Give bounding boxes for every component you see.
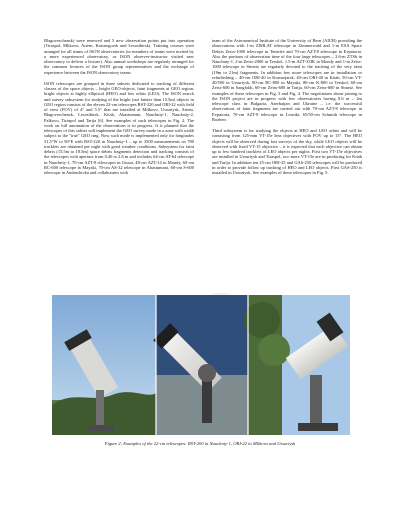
left-paragraph-1: Blagoveschensk) were renewed and 5 new observation points put into operation (Tiraspol, Mlikovo, Artem, Krasnogorsk and Lesosibirsk). Training courses were arranged for all teams of ISON observatories (or members of teams were invited by a more experienced observatory, or ISON observer-instructor visited new observatory to deliver a lecture). Also annual workshops are regularly arranged for the common lectures of the ISON group representatives and the exchange of experience between the ISON observatory teams. (44, 38, 194, 75)
photo-right (244, 295, 350, 435)
right-paragraph-2: Third subsystem is for studying the objects at HEO and LEO orbits and will be consisting from 125-mm VT-15e lens objectives with FOV up to 15°. The HEO objects will be observed during fast surveys of the sky, while LEO objects will be observed with fixed VT-15 objective – it is expected that each objective can obtain up to few hundred tracklets of LEO objects per nights. First two VT-15e objectives are installed in Ussuriysk and Tiraspol, two more VT-15e are in producing for Kitab and Tarija. In addition ten 25-cm ORI-25 and GAS-250 telescopes will be produced in order to provide follow up tracking of HEO and LEO objects. First GAS-250 is installed in Ussuriysk. See examples of these telescopes in Fig. 5. (212, 128, 362, 175)
photo-middle (153, 295, 248, 435)
right-paragraph-1: team of the Astronomical Institute of the University of Bern (AIUB) providing the observations with 1-m ZIMLAT telescope in Zimmerwald and 1-m ESA Space Debris Zeiss-1000 telescope in Tenerife and 70-cm AZT-8 telescope in Evpatoria. Also the portions of observation time of the four large telescopes – 2.6-m ZTSh in Nauchniy-1, 2-m Zeiss-2000 in Terskol, 1.5-m AZT-33IK in Mondy and 1-m Zeiss-1000 telescope in Simeiz are regularly devoted to the tracking of the very faint (19m to 21m) fragments. In addition few more telescopes are in installation or refurbishing – 40-cm ORI-40 in Krasnojarsk, 40-cm ORI-40 in Kitab, 50-cm VT-40/500 in Ussuriysk, 80-cm RC-800 in Mayaki, 80-cm K-800 in Terskol, 60-cm Zeiss-600 in Sanglokh, 60-cm Zeiss-600 in Tarija, 60-cm Zeiss-600 in Simeiz. See examples of these telescopes in Fig. 3 and Fig. 4. The negotiations about joining to the ISON project are in progress with few observatories having 0.6 m – 2m telescope class in Bulgaria, Azerbaijan and Ukraine – i.e. the successful observations of faint fragments are carried out with 70-cm AZT-8 telescope in Evpatoria, 70-cm AZT-8 telescope in Lesniki, 65/50-cm Schmidt telescope in Rozhen. (212, 38, 362, 122)
left-text-column (44, 38, 194, 181)
left-paragraph-2: ISON telescopes are grouped in three subsets dedicated to tracking of different classes of the space objects – bright GEO-objects, faint fragments at GEO region, bright objects at highly elliptical (HEO) and low orbits (LEO). The ISON search and survey subsystem for studying of the bright (not fainter than 15.5m) objects in GEO region consists of the eleven 22-cm telescopes RST-220 and ORI-22 with field of view (FOV) of 4° and 5.5° that are installed at Milkovo, Ussuriysk, Artem, Blagoveschensk, Lesosibirsk, Kitab, Abastumani, Nauchniy-1, Nauchniy-2, Palkovo, Tiraspol and Tarija [6]. See examples of such telescopes in Fig. 2. The work on full automation of the observations is in progress. It is planned that the telescopes of this subset will implement the GEO survey mode in a zone with width subject to the "true" GEO ring. Now such mode is implemented only for longitudes 31.5°W to 90°E with RST-220 in Nauchniy-1 – up to 3500 measurements on 780 tracklets are obtained per night with good weather conditions. Subsystem for faint debris (15.5m to 18.5m) space debris fragments detection and tracking consists of the telescopes with aperture from 0.40 to 2.6 m and includes 64-cm AT-64 telescope in Nauchniy-1, 70-cm AZT-8 telescopes in Gissar, 48-cm AZT-14 in Mondy, 60-cm RC-600 telescope in Mayaki, 70-cm AS-32 telescope in Abastumani, 60-cm S-600 telescope in Andrushivka and collaborates with (44, 80, 194, 175)
photo-left (52, 295, 156, 435)
right-text-column (212, 38, 362, 181)
telescope-photo-panel (52, 295, 350, 435)
figure-caption: Figure 2: Examples of the 22-cm telescopes: RST-200 in Nauchniy-1, ORI-22 in Mlikovo and Ussuriysk (104, 441, 296, 446)
telescope-photo (52, 295, 350, 435)
